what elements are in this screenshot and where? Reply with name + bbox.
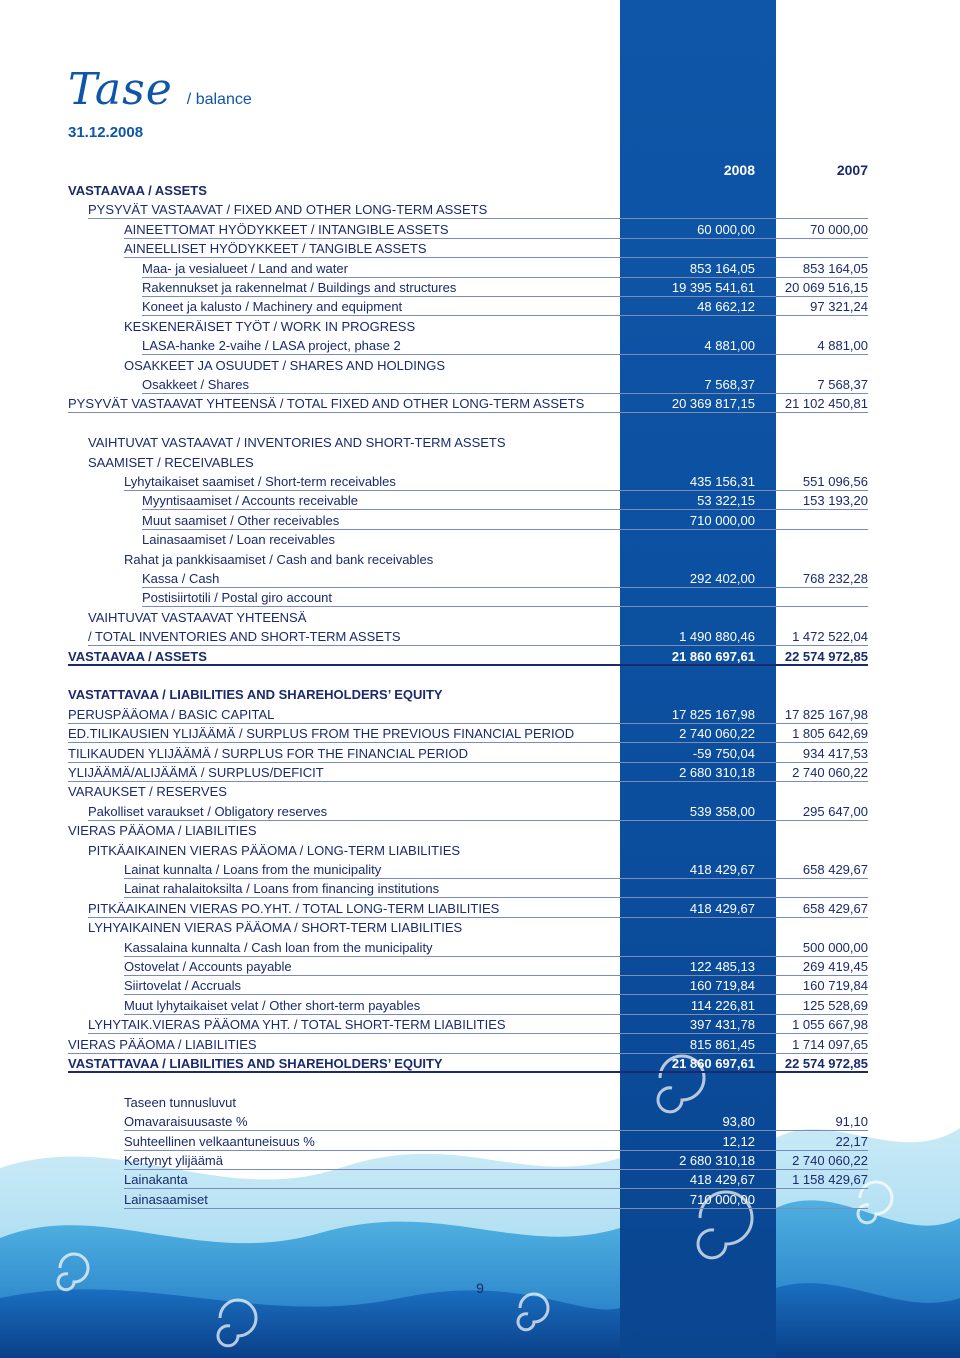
table-row [68,181,868,200]
row-label: PITKÄAIKAINEN VIERAS PÄÄOMA / LONG-TERM LIABILITIES [88,842,461,858]
row-label: Lainat rahalaitoksilta / Loans from financing institutions [124,881,440,897]
row-label: Kassalaina kunnalta / Cash loan from the municipality [124,939,433,955]
row-label: Kertynyt ylijäämä [124,1153,223,1168]
value-2007: 160 719,84 [802,978,868,994]
row-label: KESKENERÄISET TYÖT / WORK IN PROGRESS [124,318,416,334]
page-subtitle: / balance [186,91,252,108]
column-header-2008: 2008 [723,162,755,178]
table-row [68,1112,868,1131]
table-row [68,841,868,860]
table-row [68,705,868,724]
row-label: Muut lyhytaikaiset velat / Other short-term payables [124,997,421,1013]
value-2008: 815 861,45 [689,1036,755,1052]
value-2008: 435 156,31 [689,474,755,489]
row-label: Ostovelat / Accounts payable [124,959,292,974]
table-row [68,627,868,646]
row-label: PERUSPÄÄOMA / BASIC CAPITAL [68,706,275,722]
table-row [68,724,868,743]
value-2008: 418 429,67 [689,862,755,877]
table-row [68,1073,868,1092]
row-label: Lyhytaikaiset saamiset / Short-term receivables [124,474,396,489]
row-label: LYHYTAIK.VIERAS PÄÄOMA YHT. / TOTAL SHORT-TERM LIABILITIES [88,1017,506,1033]
table-row [68,394,868,413]
row-label: VIERAS PÄÄOMA / LIABILITIES [68,1036,257,1052]
row-label: Rahat ja pankkisaamiset / Cash and bank receivables [124,551,434,567]
value-2008: 12,12 [722,1133,755,1149]
row-label: Siirtovelat / Accruals [124,978,242,994]
page-title: Tase [68,64,173,115]
value-2007: 853 164,05 [802,260,868,276]
table-row [68,220,868,239]
row-label: LYHYAIKAINEN VIERAS PÄÄOMA / SHORT-TERM LIABILITIES [88,920,463,936]
table-row [68,1093,868,1112]
value-2007: 97 321,24 [810,299,868,315]
table-row [68,588,868,607]
page-header [68,64,252,115]
value-2008: 397 431,78 [689,1017,755,1033]
value-2008: 7 568,37 [704,377,755,392]
row-label: Omavaraisuusaste % [124,1114,248,1130]
value-2007: 153 193,20 [802,493,868,509]
statement-date: 31.12.2008 [68,124,144,141]
row-label: LASA-hanke 2-vaihe / LASA project, phase 2 [142,338,401,354]
value-2007: 551 096,56 [802,474,868,489]
table-row [68,1035,868,1054]
table-row [68,647,868,666]
table-row [68,239,868,258]
value-2007: 934 417,53 [802,745,868,761]
column-header-2007: 2007 [836,162,868,178]
value-2007: 500 000,00 [802,939,868,955]
value-2007: 21 102 450,81 [784,396,868,412]
table-row [68,550,868,569]
row-label: / TOTAL INVENTORIES AND SHORT-TERM ASSETS [88,629,401,645]
row-label: VASTAAVAA / ASSETS [68,183,207,198]
table-row [68,976,868,995]
row-label: VASTATTAVAA / LIABILITIES AND SHAREHOLDERS’ EQUITY [68,687,443,703]
value-2008: 17 825 167,98 [671,706,755,722]
value-2008: 20 369 817,15 [671,396,755,412]
table-row [68,1132,868,1151]
table-row [68,860,868,879]
table-row [68,375,868,394]
row-label: Lainasaamiset [124,1191,208,1207]
table-row [68,433,868,452]
table-row [68,491,868,510]
value-2007: 20 069 516,15 [784,280,868,295]
value-2008: 160 719,84 [689,978,755,994]
value-2008: 2 740 060,22 [679,726,755,742]
value-2008: 2 680 310,18 [679,1153,755,1168]
value-2007: 17 825 167,98 [784,706,868,722]
row-label: VARAUKSET / RESERVES [68,784,227,800]
value-2007: 125 528,69 [802,997,868,1013]
table-row [68,472,868,491]
value-2008: 418 429,67 [689,1172,755,1188]
value-2008: 21 860 697,61 [671,648,755,664]
table-row [68,821,868,840]
row-label: Lainakanta [124,1172,188,1188]
value-2008: 53 322,15 [697,493,755,509]
table-row [68,1015,868,1034]
value-2007: 7 568,37 [817,377,868,392]
table-row [68,938,868,957]
row-label: Rakennukset ja rakennelmat / Buildings and structures [142,280,457,295]
value-2008: 710 000,00 [689,512,755,528]
value-2007: 1 805 642,69 [792,726,868,742]
value-2007: 1 055 667,98 [792,1017,868,1033]
value-2007: 2 740 060,22 [792,765,868,780]
table-row [68,608,868,627]
row-label: Postisiirtotili / Postal giro account [142,590,333,606]
value-2008: 60 000,00 [697,221,755,237]
row-label: Maa- ja vesialueet / Land and water [142,260,348,276]
table-row [68,666,868,685]
value-2007: 91,10 [835,1114,868,1130]
value-2007: 269 419,45 [802,959,868,974]
row-label: Kassa / Cash [142,571,220,586]
row-label: Myyntisaamiset / Accounts receivable [142,493,359,509]
page-number: 9 [476,1280,484,1296]
row-label: PYSYVÄT VASTAAVAT / FIXED AND OTHER LONG-TERM ASSETS [88,202,488,218]
row-label: Taseen tunnusluvut [124,1094,237,1110]
table-row [68,782,868,801]
row-label: Osakkeet / Shares [142,377,249,392]
value-2007: 1 158 429,67 [792,1172,868,1188]
row-label: PYSYVÄT VASTAAVAT YHTEENSÄ / TOTAL FIXED AND OTHER LONG-TERM ASSETS [68,396,585,412]
row-label: Pakolliset varaukset / Obligatory reserves [88,803,328,819]
value-2008: 122 485,13 [689,959,755,974]
value-2007: 22 574 972,85 [784,648,868,664]
table-row [68,453,868,472]
value-2008: 2 680 310,18 [679,765,755,780]
row-label: VIERAS PÄÄOMA / LIABILITIES [68,823,257,839]
table-row [68,297,868,316]
value-2007: 658 429,67 [802,900,868,916]
value-2007: 1 714 097,65 [792,1036,868,1052]
table-row [68,1190,868,1209]
row-label: TILIKAUDEN YLIJÄÄMÄ / SURPLUS FOR THE FINANCIAL PERIOD [68,745,468,761]
value-2008: 4 881,00 [704,338,755,354]
value-2008: 418 429,67 [689,900,755,916]
row-label: OSAKKEET JA OSUUDET / SHARES AND HOLDINGS [124,357,445,373]
value-2007: 2 740 060,22 [792,1153,868,1168]
table-row [68,1170,868,1189]
table-row [68,259,868,278]
value-2008: 21 860 697,61 [671,1056,755,1071]
value-2008: 93,80 [722,1114,755,1130]
table-row [68,879,868,898]
value-2008: 19 395 541,61 [671,280,755,295]
table-row [68,744,868,763]
table-row [68,685,868,704]
value-2008: -59 750,04 [692,745,755,761]
row-label: SAAMISET / RECEIVABLES [88,454,254,470]
row-label: Koneet ja kalusto / Machinery and equipment [142,299,403,315]
value-2008: 853 164,05 [689,260,755,276]
table-row [68,918,868,937]
table-row [68,356,868,375]
row-label: VAIHTUVAT VASTAAVAT / INVENTORIES AND SHORT-TERM ASSETS [88,435,506,451]
value-2007: 22,17 [835,1133,868,1149]
value-2008: 114 226,81 [690,997,755,1013]
value-2007: 70 000,00 [810,221,868,237]
value-2007: 295 647,00 [802,803,868,819]
value-2008: 292 402,00 [689,571,755,586]
row-label: Lainasaamiset / Loan receivables [142,532,335,548]
value-2007: 768 232,28 [802,571,868,586]
row-label: VASTATTAVAA / LIABILITIES AND SHAREHOLDERS’ EQUITY [68,1056,443,1071]
table-row [68,200,868,219]
table-row [68,414,868,433]
value-2007: 1 472 522,04 [792,629,868,645]
row-label: Muut saamiset / Other receivables [142,512,340,528]
table-row [68,996,868,1015]
value-2007: 22 574 972,85 [784,1056,868,1071]
table-row [68,763,868,782]
row-label: YLIJÄÄMÄ/ALIJÄÄMÄ / SURPLUS/DEFICIT [68,765,324,780]
row-label: AINEETTOMAT HYÖDYKKEET / INTANGIBLE ASSETS [124,221,449,237]
table-row [68,957,868,976]
row-label: AINEELLISET HYÖDYKKEET / TANGIBLE ASSETS [124,241,427,257]
table-row [68,1054,868,1073]
table-row [68,1151,868,1170]
table-row [68,317,868,336]
row-underline [124,1208,868,1209]
row-label: VAIHTUVAT VASTAAVAT YHTEENSÄ [88,609,307,625]
value-2007: 4 881,00 [817,338,868,354]
row-label: PITKÄAIKAINEN VIERAS PO.YHT. / TOTAL LONG-TERM LIABILITIES [88,900,500,916]
table-row [68,899,868,918]
row-label: VASTAAVAA / ASSETS [68,648,207,664]
value-2008: 539 358,00 [689,803,755,819]
table-row [68,569,868,588]
table-row [68,802,868,821]
table-row [68,278,868,297]
table-row [68,511,868,530]
table-row [68,336,868,355]
row-label: Suhteellinen velkaantuneisuus % [124,1133,315,1149]
row-label: ED.TILIKAUSIEN YLIJÄÄMÄ / SURPLUS FROM THE PREVIOUS FINANCIAL PERIOD [68,726,575,742]
value-2007: 658 429,67 [802,862,868,877]
value-2008: 48 662,12 [697,299,755,315]
table-row [68,530,868,549]
row-label: Lainat kunnalta / Loans from the municipality [124,862,382,877]
value-2008: 1 490 880,46 [679,629,755,645]
value-2008: 710 000,00 [689,1191,755,1207]
